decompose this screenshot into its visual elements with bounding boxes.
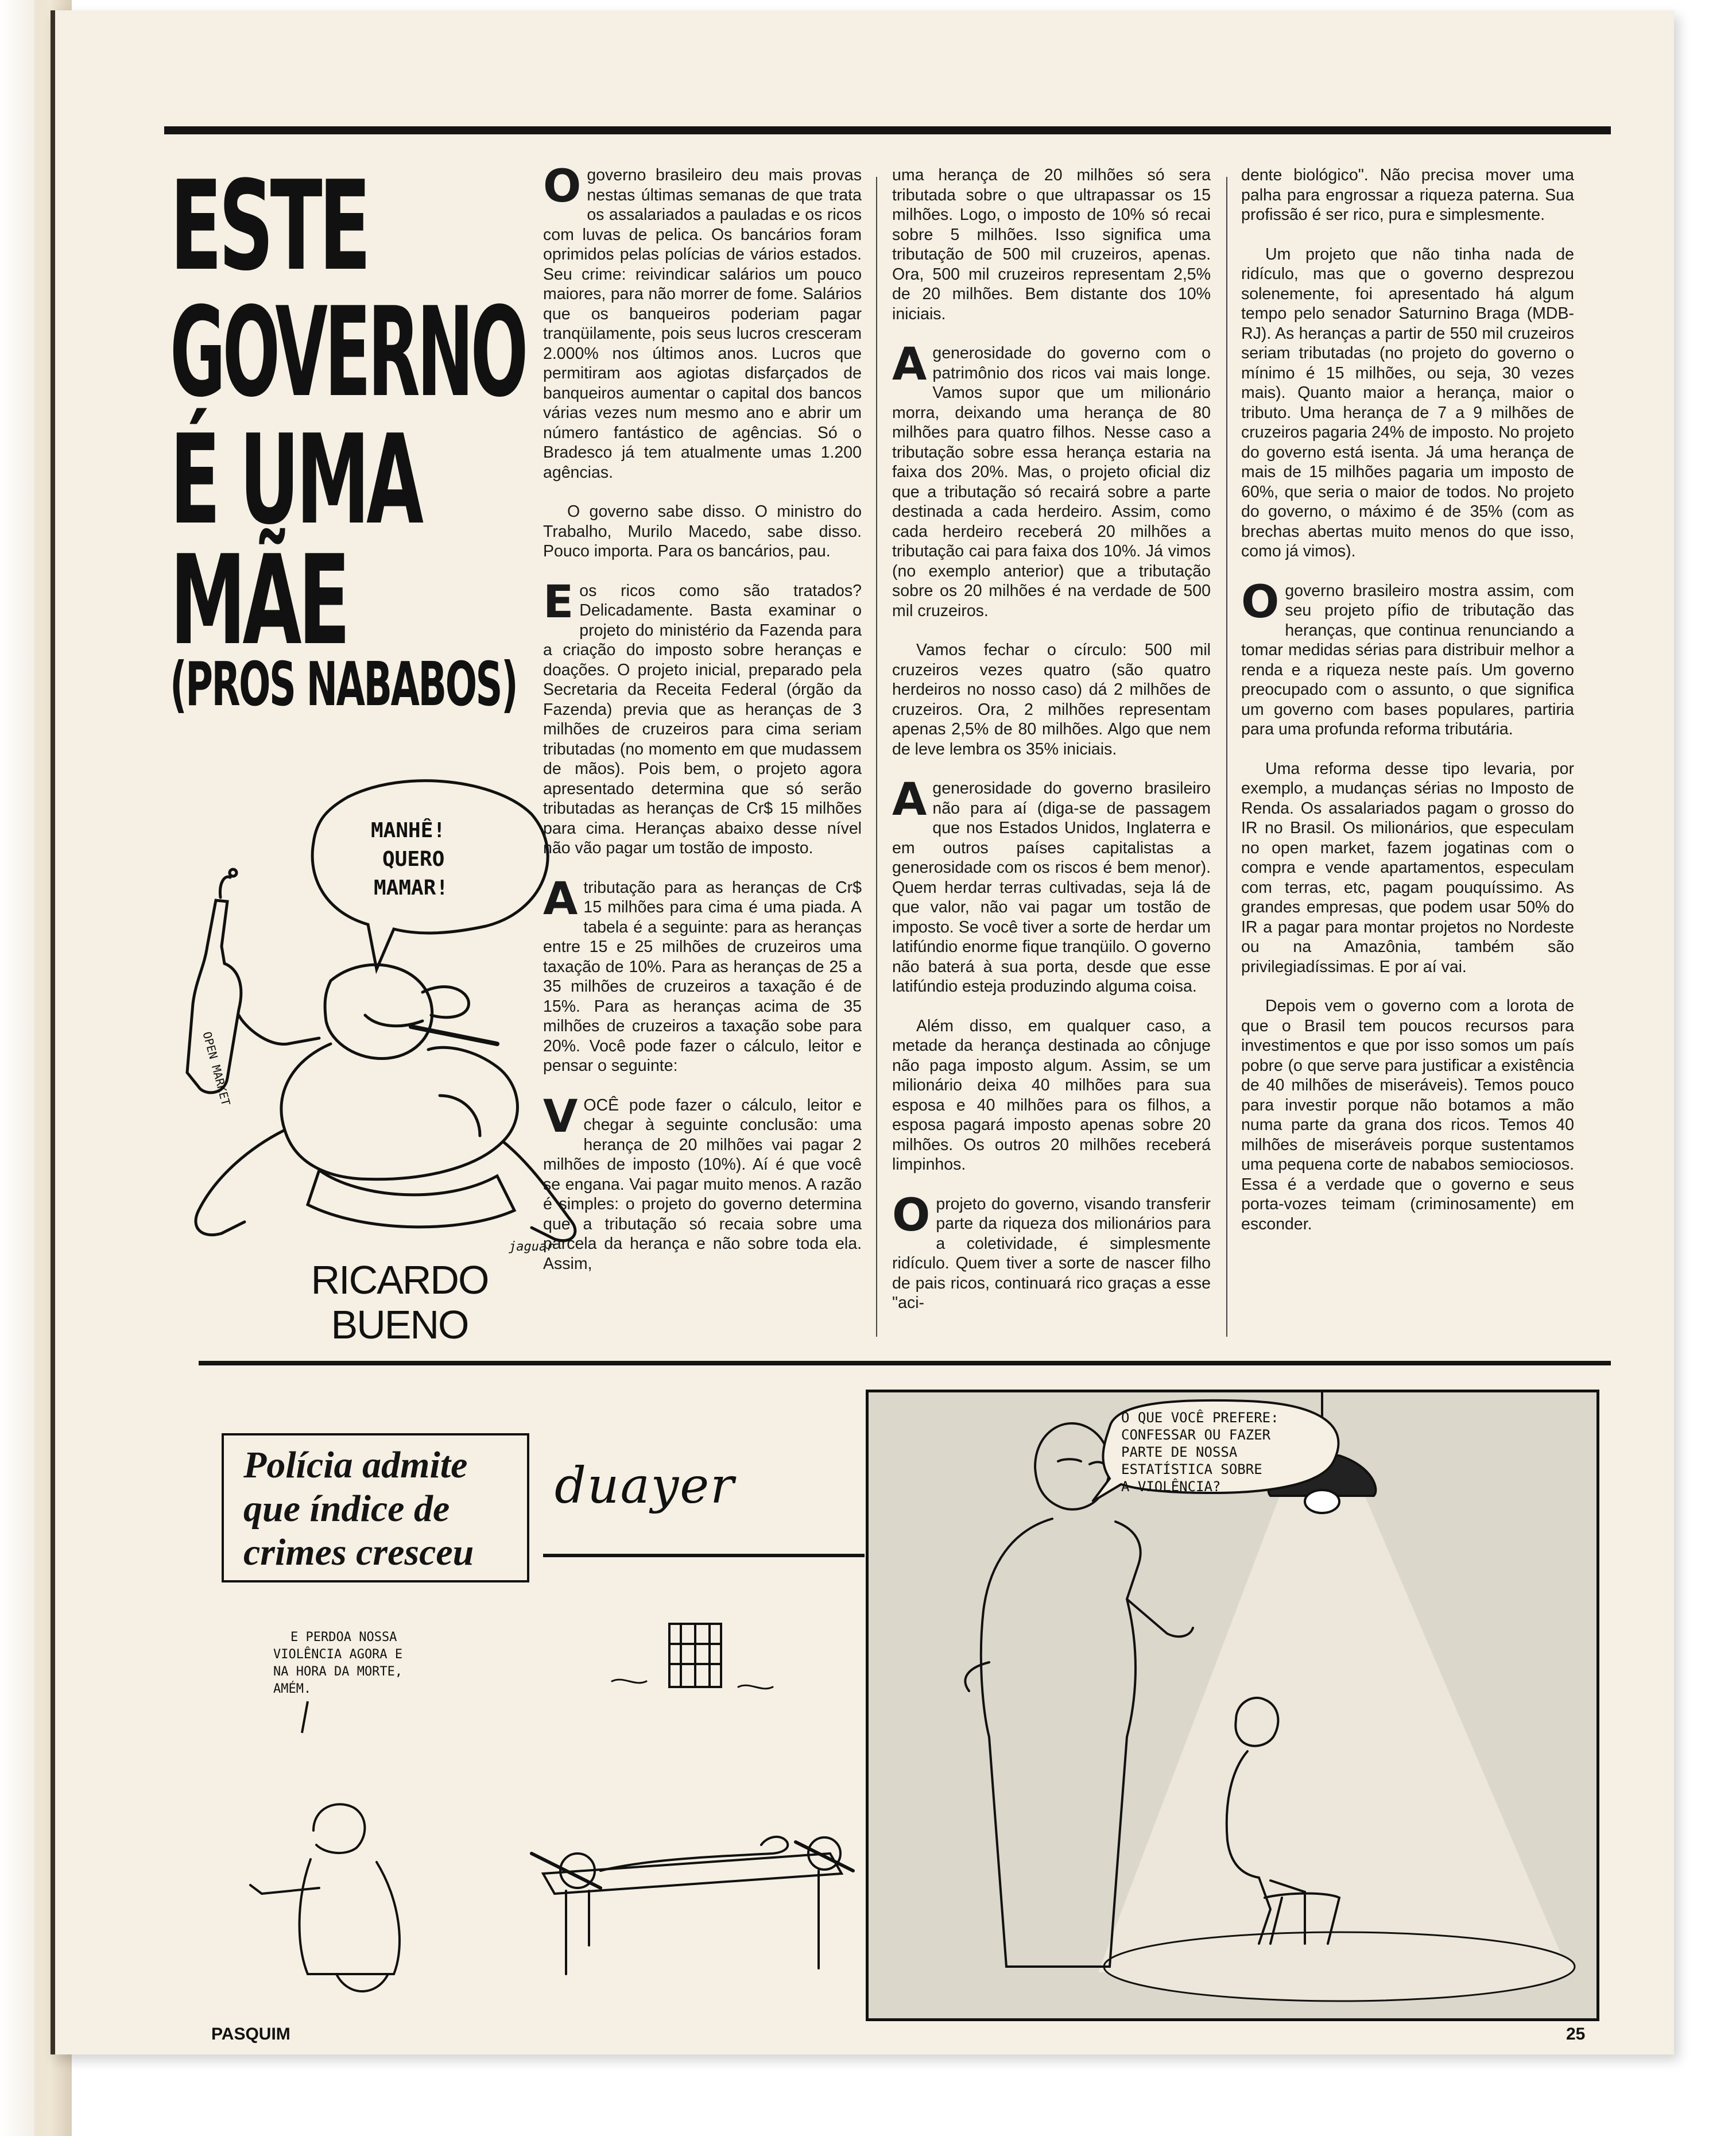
newspaper-page [51,10,1674,2054]
paragraph [892,1016,1211,1175]
drop-cap: V [543,1090,578,1143]
priest-speech-line: NA HORA DA MORTE, [273,1665,403,1679]
byline [250,1257,549,1347]
bubble-text-3: MAMAR! [374,876,449,900]
cartoon-torture-scene [210,1601,876,1997]
bottle-label: OPEN MARKET [200,1030,233,1108]
paragraph [543,1090,862,1274]
cartoon-title-line: Polícia admite [243,1444,468,1486]
paragraph [543,165,862,482]
article-column-3 [1241,165,1574,1341]
drop-cap: A [892,774,927,826]
paragraph-text: Uma reforma desse tipo levaria, por exemplo, a mudanças sérias no Imposto de Renda. Os assalariados pagam o grosso do IR no Brasil. Os milionários, que especulam no open market, fazem jogatinas com o compra e vende apartamentos, especulam com terras, etc, pagam pouquíssimo. As grandes empresas, que podem usar 50% do IR a pagar para montar projetos no Nordeste ou na Amazônia, também são privilegiadíssimas. E por aí vai. [1241,759,1574,976]
priest-speech-line: E PERDOA NOSSA [290,1630,397,1644]
interrogation-drawing [869,1392,1596,2018]
paragraph-text: uma herança de 20 milhões só sera tributada sobre o que ultrapassar os 15 milhões. Logo, o imposto de 10% só recai sobre 5 milhões. Isso significa uma tributação de 500 mil cruzeiros, apenas. Ora, 500 mil cruzeiros representam 2,5% de 20 milhões. Bem distante dos 10% iniciais. [892,166,1211,323]
paragraph-text: Um projeto que não tinha nada de ridículo, mas que o governo desprezou solenemente, foi apresentado há algum tempo pelo senador Saturnino Braga (MDB-RJ). As heranças a partir de 550 mil cruzeiros seriam tributadas (no projeto do governo o mínimo é 15 milhões, ou seja, 30 vezes mais). Quanto maior a herança, maior o tributo. Uma herança de 7 a 9 milhões de cruzeiros pagaria 24% de imposto. No projeto do governo está isenta. Já uma herança de mais de 15 milhões pagaria um imposto de 60%, que seria o maior de todos. No projeto do governo, o máximo é de 35% (com as brechas abertas muito menos do que isso, como já vimos). [1241,245,1574,560]
paragraph [1241,245,1574,562]
headline-line-4: MÃE [170,528,347,672]
paragraph-text: os ricos como são tratados? Delicadamente. Basta examinar o projeto do ministério da Fazenda para a criação do imposto sobre heranças e doações. O projeto inicial, preparado pela Secretaria da Receita Federal (órgão da Fazenda) previa que as heranças de 3 milhões de cruzeiros para cima seriam tributadas (no momento em que mudassem de mãos). Pois bem, o projeto agora apresentado determina que só serão tributadas as heranças de Cr$ 15 milhões para cima. Heranças abaixo desse nível não vão pagar um tostão de imposto. [543,581,862,857]
interrogator-body [981,1519,1141,1967]
cartoonist-signature: duayer [555,1457,735,1515]
cartoon-title-line: que índice de [243,1488,450,1530]
headline-line-3: É UMA [170,408,420,552]
publication-name: PASQUIM [211,2025,290,2044]
byline-first-name: RICARDO [311,1257,489,1302]
cartoon1-signature: jaguar [509,1240,555,1254]
interrogator-speech-line: ESTATÍSTICA SOBRE [1121,1461,1262,1477]
drop-cap: A [892,339,927,390]
article-column-1 [543,165,862,1341]
baby-legs [196,1130,285,1235]
drop-cap: E [543,576,574,628]
headline-subtitle: (PROS NABABOS) [170,649,517,719]
priest-speech-line: AMÉM. [273,1682,312,1696]
background-margin [0,0,34,2136]
column-divider [876,177,877,1337]
bubble-text-1: MANHÊ! [371,819,446,842]
paragraph [543,873,862,1076]
interrogator-speech-line: A VIOLÊNCIA? [1121,1479,1221,1495]
paragraph [892,1189,1211,1313]
headline-line-2: GOVERNO [170,280,525,424]
paragraph-text: tributação para as heranças de Cr$ 15 milhões para cima é uma piada. A tabela é a seguinte: para as heranças entre 15 e 25 milhões de cruzeiros uma taxação de 10%. Para as heranças de 25 a 35 milhões de cruzeiros a taxação é de 15%. Para as heranças acima de 35 milhões de cruzeiros a taxação sobe para 20%. Você pode fazer o cálculo, leitor e pensar o seguinte: [543,878,862,1075]
interrogation-panel [866,1390,1599,2021]
victim [600,1837,788,1871]
signature-underline [543,1554,865,1557]
section-rule [199,1361,1611,1365]
interrogator-speech-line: PARTE DE NOSSA [1121,1444,1238,1460]
paragraph [1241,996,1574,1234]
page-number: 25 [1566,2025,1586,2044]
paragraph [892,339,1211,621]
paragraph [543,576,862,858]
paragraph-text: generosidade do governo com o patrimônio dos ricos vai mais longe. Vamos supor que um milionário morra, deixando uma herança de 80 milhões para quatro filhos. Nesse caso a tributação sobre essa herança estaria na faixa dos 20%. Mas, o projeto oficial diz que a tributação só recairá sobre a parte destinada a cada herdeiro. Assim, como cada herdeiro receberá 20 milhões a tributação cai para faixa dos 10%. Já vimos (no exemplo anterior) que a tributação sobre os 20 milhões é na verdade de 500 mil cruzeiros. [892,344,1211,620]
light-bulb-icon [1305,1490,1339,1513]
paragraph-text: Depois vem o governo com a lorota de que o Brasil tem poucos recursos para investimentos e que por isso somos um país pobre (o que serve para justificar a existência de 40 milhões de miseráveis). Temos pouco para investir porque não botamos a mão numa parte da grana dos ricos. Temos 40 milhões de miseráveis porque sustentamos uma pequena corte de nababos semiociosos. Essa é a verdade que o governo e seus porta-vozes teimam (criminosamente) em esconder. [1241,997,1574,1233]
interrogator-speech-line: O QUE VOCÊ PREFERE: [1121,1410,1279,1426]
byline-last-name: BUENO [331,1302,468,1347]
headline-line-1: ESTE [170,154,368,298]
paragraph [892,774,1211,997]
paragraph-text: governo brasileiro deu mais provas nestas últimas semanas de que trata os assalariados a pauladas e os ricos com luvas de pelica. Os bancários foram oprimidos pelas polícias de vários estados. Seu crime: reivindicar salários um pouco maiores, para não morrer de fome. Salários que os banqueiros poderiam pagar tranqüilamente, pois seus lucros cresceram 2.000% nos últimos anos. Lucros que permitiram aos agiotas disfarçados de banqueiros aumentar o capital dos bancos várias vezes num mesmo ano e abrir um número fantástico de agências. Só o Bradesco já tem atualmente umas 1.200 agências. [543,166,862,482]
paragraph-text: Vamos fechar o círculo: 500 mil cruzeiros vezes quatro (são quatro herdeiros no nosso caso) dá 2 milhões de cruzeiros. Ora, 2 milhões representam apenas 2,5% de 80 milhões. Algo que nem de leve lembra os 35% iniciais. [892,641,1211,759]
priest-figure [313,1804,365,1853]
paragraph-text: Além disso, em qualquer caso, a metade da herança destinada ao cônjuge não paga imposto algum. Assim, se um milionário deixa 40 milhões para sua esposa e 40 milhões para os filhos, a esposa pagará imposto apenas sobre 20 milhões. Os outros 20 milhões receberá limpinhos. [892,1016,1211,1174]
paragraph-text: projeto do governo, visando transferir parte da riqueza dos milionários para a coletividade, é simplesmente ridículo. Quem tiver a sorte de nascer filho de pais ricos, continuará rico graças a esse "aci- [892,1194,1211,1312]
paragraph [1241,759,1574,977]
paragraph-text: dente biológico". Não precisa mover uma palha para engrossar a riqueza paterna. Sua profissão é ser rico, pura e simplesmente. [1241,166,1574,224]
baby-body [281,1044,518,1179]
drop-cap: O [892,1189,931,1241]
paragraph-text: OCÊ pode fazer o cálculo, leitor e chegar à seguinte conclusão: uma herança de 20 milhões vai pagar 2 milhões de imposto (10%). Aí é que você se engana. Vai pagar muito menos. A razão é simples: o projeto do governo determina que a tributação só recaia sobre uma parcela da herança e não sobre toda ela. Assim, [543,1096,862,1273]
torture-table [543,1853,842,1894]
paragraph [1241,576,1574,740]
bubble-text-2: QUERO [382,848,445,871]
priest-speech-line: VIOLÊNCIA AGORA E [273,1647,403,1662]
paragraph-text: O governo sabe disso. O ministro do Trabalho, Murilo Macedo, sabe disso. Pouco importa. Para os bancários, pau. [543,502,862,560]
paragraph [543,502,862,562]
baby-head [325,965,432,1058]
cartoon-title-box [222,1433,529,1582]
top-rule [164,126,1611,134]
article-column-2 [892,165,1211,1341]
cartoon-title-line: crimes cresceu [243,1531,474,1573]
paragraph-text: generosidade do governo brasileiro não para aí (diga-se de passagem que nos Estados Unidos, Inglaterra e em outros países capitalistas a generosidade com os riscos é bem menor). Quem herdar terras cultivadas, seja lá de que valor, não vai pagar um tostão de imposto. Se você tiver a sorte de herdar um latifúndio enorme fique tranqüilo. O governo não baterá à sua porta, desde que esse latifúndio esteja produzindo alguma coisa. [892,779,1211,996]
drop-cap: O [543,165,582,212]
paragraph-text: governo brasileiro mostra assim, com seu projeto pífio de tributação das heranças, que continua renunciando a tomar medidas sérias para distribuir melhor a renda e a riqueza neste país. Um governo preocupado com o assunto, o que significa um governo com bases populares, partiria para uma profunda reforma tributária. [1241,581,1574,738]
interrogator-speech-line: CONFESSAR OU FAZER [1121,1427,1271,1443]
paragraph [892,165,1211,324]
speech-bubble-outline [312,781,548,969]
paragraph [1241,165,1574,225]
paragraph [892,640,1211,759]
column-divider [1226,177,1227,1337]
drop-cap: A [543,873,578,925]
drop-cap: O [1241,576,1280,628]
